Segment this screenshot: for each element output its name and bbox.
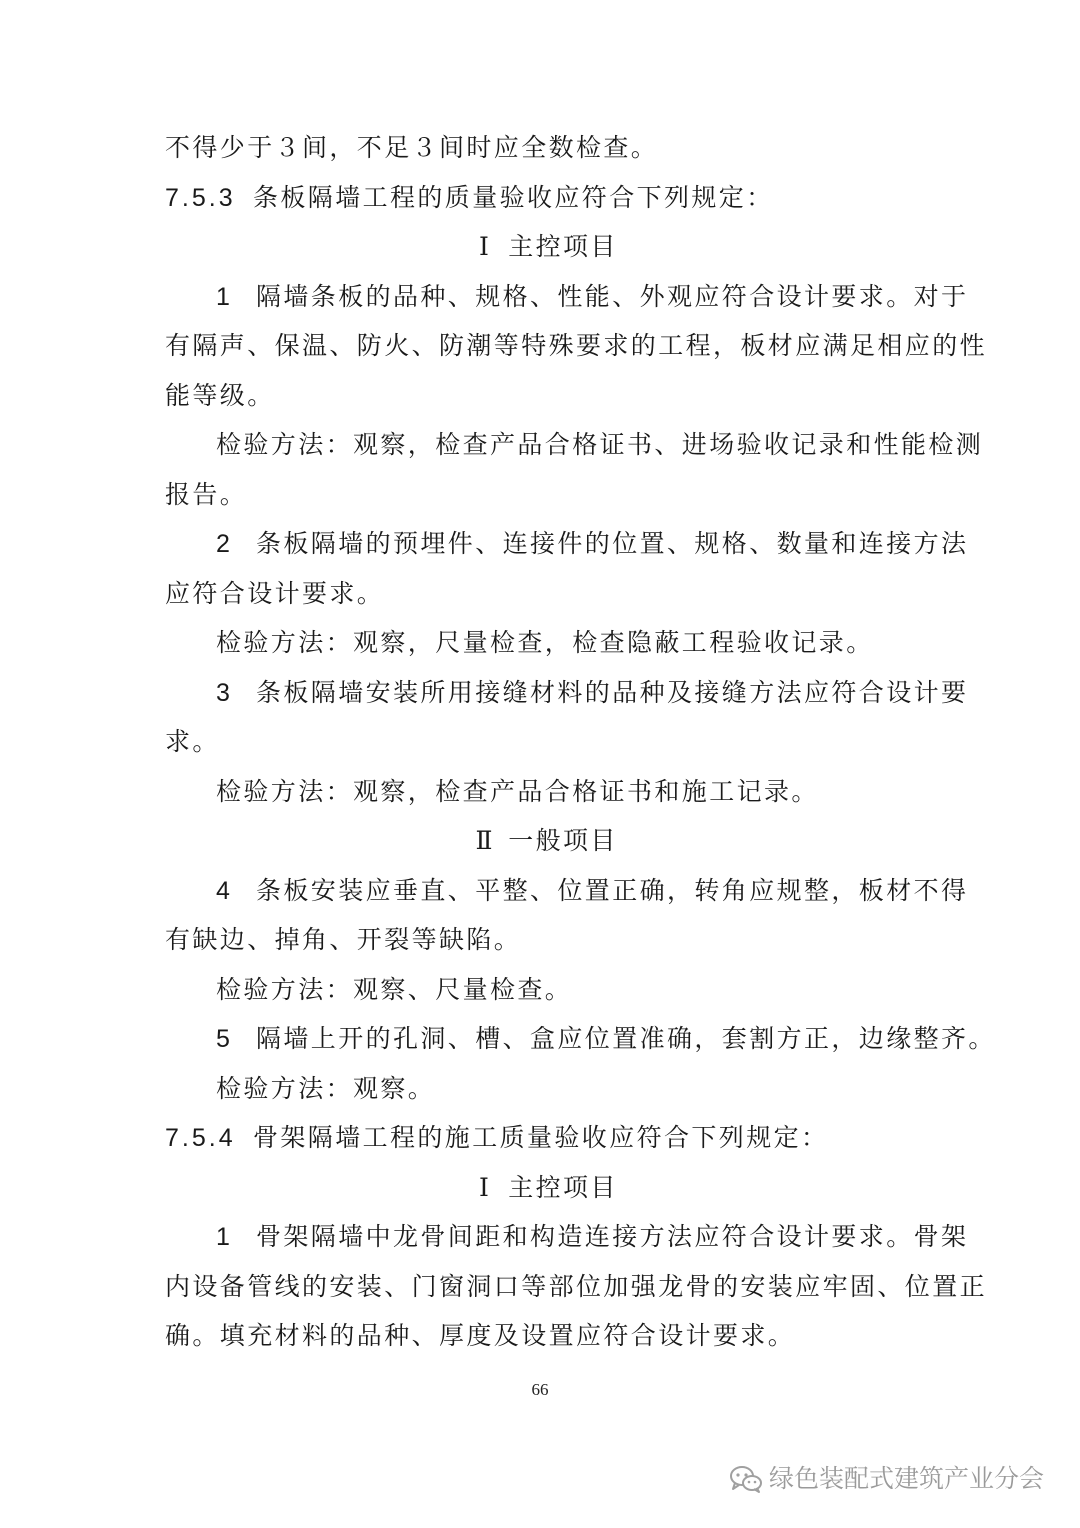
clause-title: 条板隔墙工程的质量验收应符合下列规定：	[253, 183, 774, 212]
clause-title: 骨架隔墙工程的施工质量验收应符合下列规定：	[253, 1123, 829, 1152]
roman-numeral: Ⅰ	[479, 234, 492, 261]
clause-heading	[165, 183, 774, 213]
section-heading	[0, 826, 1080, 857]
roman-numeral: Ⅱ	[475, 828, 495, 855]
item-line: 1 骨架隔墙中龙骨间距和构造连接方法应符合设计要求。骨架	[216, 1222, 969, 1251]
inspection-method: 检验方法：观察。	[216, 1074, 436, 1103]
section-heading	[0, 232, 1080, 263]
item-line: 2 条板隔墙的预埋件、连接件的位置、规格、数量和连接方法	[216, 529, 969, 558]
clause-number: 7.5.4	[165, 1124, 236, 1152]
item-line: 5 隔墙上开的孔洞、槽、盒应位置准确，套割方正，边缘整齐。	[216, 1024, 996, 1053]
roman-numeral: Ⅰ	[479, 1175, 492, 1202]
item-number: 5	[216, 1025, 233, 1053]
item-line: 3 条板隔墙安装所用接缝材料的品种及接缝方法应符合设计要	[216, 678, 969, 707]
body-line: 确。填充材料的品种、厚度及设置应符合设计要求。	[165, 1321, 796, 1350]
item-number: 3	[216, 679, 233, 707]
item-line: 4 条板安装应垂直、平整、位置正确，转角应规整，板材不得	[216, 876, 969, 905]
inspection-method: 检验方法：观察，检查产品合格证书、进场验收记录和性能检测	[216, 430, 984, 459]
inspection-method: 检验方法：观察，检查产品合格证书和施工记录。	[216, 777, 819, 806]
clause-heading	[165, 1123, 828, 1153]
item-number: 1	[216, 1223, 233, 1251]
inspection-method: 检验方法：观察，尺量检查，检查隐蔽工程验收记录。	[216, 628, 874, 657]
section-title: 主控项目	[508, 1173, 618, 1202]
page-number: 66	[531, 1380, 549, 1399]
body-line: 报告。	[165, 480, 248, 509]
body-line: 有隔声、保温、防火、防潮等特殊要求的工程，板材应满足相应的性	[165, 331, 988, 360]
body-line: 内设备管线的安装、门窗洞口等部位加强龙骨的安装应牢固、位置正	[165, 1272, 988, 1301]
watermark	[729, 1462, 1044, 1496]
body-line: 不得少于３间，不足３间时应全数检查。	[165, 133, 659, 162]
section-heading	[0, 1173, 1080, 1204]
item-number: 2	[216, 530, 233, 558]
body-line: 求。	[165, 727, 220, 756]
inspection-method: 检验方法：观察、尺量检查。	[216, 975, 573, 1004]
section-title: 主控项目	[508, 232, 618, 261]
item-number: 4	[216, 877, 233, 905]
body-line: 能等级。	[165, 381, 275, 410]
clause-number: 7.5.3	[165, 184, 236, 212]
body-line: 应符合设计要求。	[165, 579, 385, 608]
item-number: 1	[216, 283, 233, 311]
item-line: 1 隔墙条板的品种、规格、性能、外观应符合设计要求。对于	[216, 282, 969, 311]
wechat-icon	[729, 1464, 763, 1494]
watermark-text: 绿色装配式建筑产业分会	[768, 1464, 1044, 1493]
section-title: 一般项目	[508, 826, 618, 855]
body-line: 有缺边、掉角、开裂等缺陷。	[165, 925, 522, 954]
